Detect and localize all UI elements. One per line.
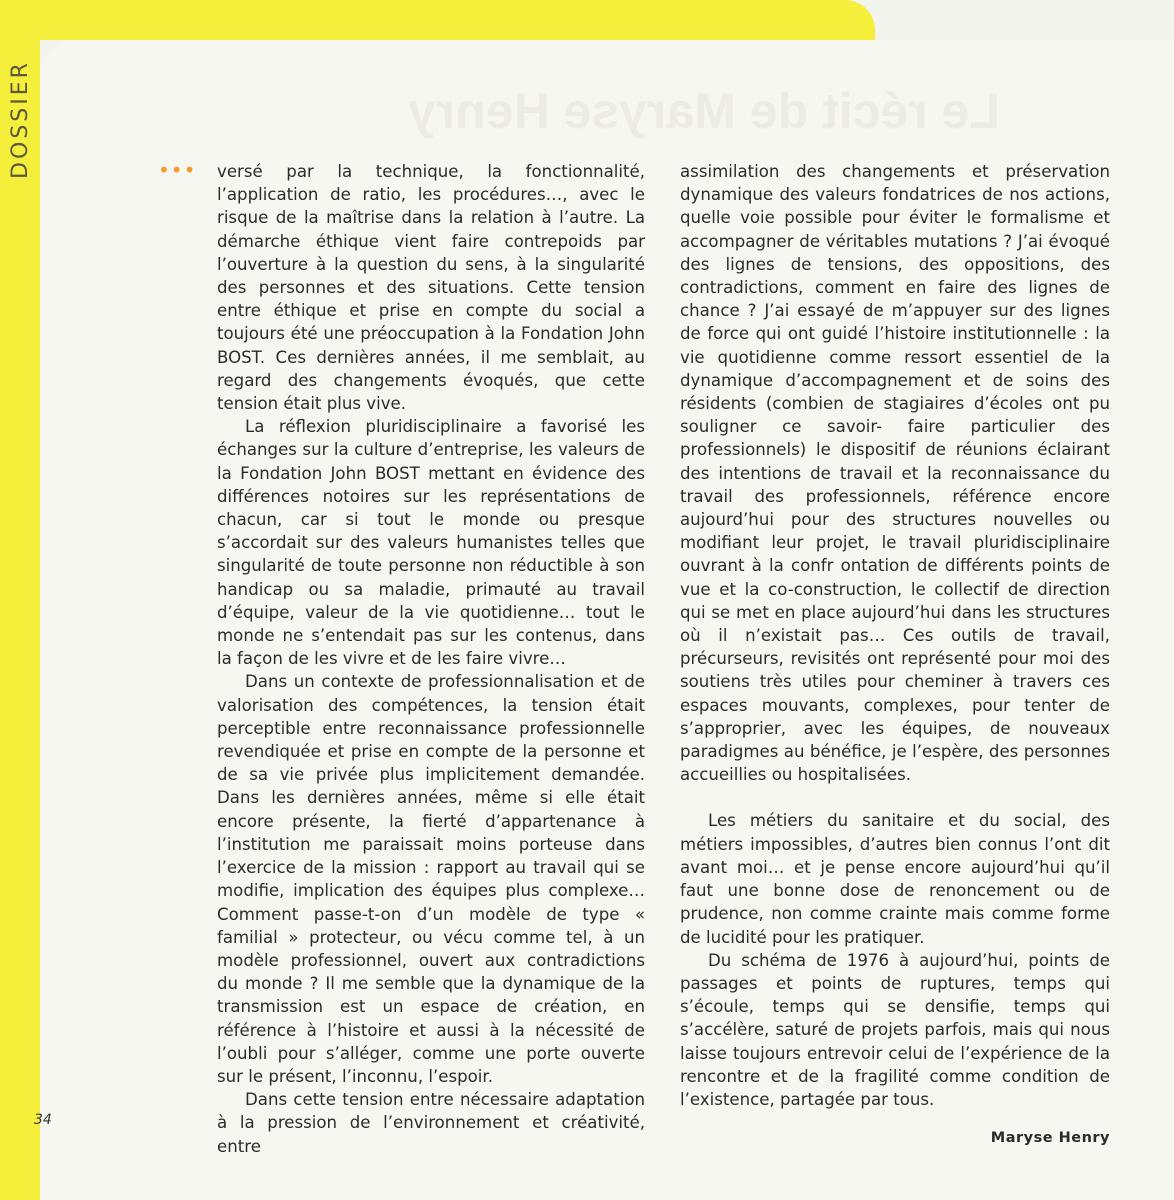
section-label-text: DOSSIER <box>7 59 33 179</box>
section-label <box>3 44 37 194</box>
paragraph: Dans cette tension entre nécessaire adaptation à la pression de l’environnement et créativité, entre <box>217 1090 645 1156</box>
top-yellow-band <box>0 0 875 40</box>
paragraph: versé par la technique, la fonctionnalité, l’application de ratio, les procédures…, avec le risque de la maîtrise dans la relation à l’autre. La démarche éthique vient faire contrepoids par l’ouverture à la question du sens, à la singularité des personnes et des situations. Cette tension entre éthique et prise en compte du social a toujours été une préoccupation à la Fondation John BOST. Ces dernières années, il me semblait, au regard des changements évoqués, que cette tension était plus vive. <box>217 162 645 414</box>
paragraph: Les métiers du sanitaire et du social, des métiers impossibles, d’autres bien connus l’ont dit avant moi… et je pense encore aujourd’hui qu’il faut une bonne dose de renoncement ou de prudence, non comme crainte mais comme forme de lucidité pour les pratiquer. <box>680 811 1110 947</box>
text-column-right <box>680 160 1110 1150</box>
paragraph: Dans un contexte de professionnalisation et de valorisation des compétences, la tension était perceptible entre reconnaissance professionnelle revendiquée et prise en compte de la personne et de sa vie privée plus implicitement demandée. Dans les dernières années, même si elle était encore présente, la fierté d’appartenance à l’institution me paraissait moins porteuse dans l’exercice de la mission : rapport au travail qui se modifie, implication des équipes plus complexe… Comment passe-t-on d’un modèle de type « familial » protecteur, ou vécu comme tel, à un modèle professionnel, ouvert aux contradictions du monde ? Il me semble que la dynamique de la transmission est un espace de création, en référence à l’histoire et aussi à la nécessité de l’oubli pour s’alléger, comme une porte ouverte sur le présent, l’inconnu, l’espoir. <box>217 672 645 1086</box>
paragraph: assimilation des changements et préservation dynamique des valeurs fondatrices de nos actions, quelle voie possible pour éviter le formalisme et accompagner de véritables mutations ? J’ai évoqué des lignes de tensions, des oppositions, des contradictions, comment en faire des lignes de chance ? J’ai essayé de m’appuyer sur des lignes de force qui ont guidé l’histoire institutionnelle : la vie quotidienne comme ressort essentiel de la dynamique d’accompagnement et de soins des résidents (combien de stagiaires d’écoles ont pu souligner ce savoir- faire particulier des professionnels) le dispositif de réunions éclairant des intentions de travail et la reconnaissance du travail des professionnels, référence encore aujourd’hui pour des structures nouvelles ou modifiant leur projet, le travail pluridisciplinaire ouvrant à la confr ontation de différents points de vue et la co-construction, le collectif de direction qui se met en place aujourd’hui dans les structures où il n’existait pas… Ces outils de travail, précurseurs, revisités ont représenté pour moi des soutiens très utiles pour cheminer à travers ces espaces mouvants, complexes, pour tenter de s’approprier, avec les équipes, de nouveaux paradigmes au bénéfice, je l’espère, des personnes accueillies ou hospitalisées. <box>680 162 1110 785</box>
paragraph: Du schéma de 1976 à aujourd’hui, points de passages et points de ruptures, temps qui s’écoule, temps qui se densifie, temps qui s’accélère, saturé de projets parfois, mais qui nous laisse toujours entrevoir celui de l’expérience de la rencontre et de la fragilité comme condition de l’existence, partagée par tous. <box>680 950 1110 1109</box>
page-number: 34 <box>34 1112 52 1128</box>
author-signature: Maryse Henry <box>990 1130 1110 1147</box>
bleed-through-title: Le récit de Maryse Henry <box>408 83 1000 139</box>
text-column-left <box>217 160 645 1158</box>
continuation-bullets: ••• <box>158 158 197 182</box>
paragraph: La réflexion pluridisciplinaire a favorisé les échanges sur la culture d’entreprise, les valeurs de la Fondation John BOST mettant en évidence des différences notoires sur les représentations de chacun, car si tout le monde ou presque s’accordait sur des valeurs humanistes telles que singularité de toute personne non réductible à son handicap ou sa maladie, primauté au travail d’équipe, valeur de la vie quotidienne… tout le monde ne s’entendait pas sur les contenus, dans la façon de les vivre et de les faire vivre… <box>217 417 645 669</box>
